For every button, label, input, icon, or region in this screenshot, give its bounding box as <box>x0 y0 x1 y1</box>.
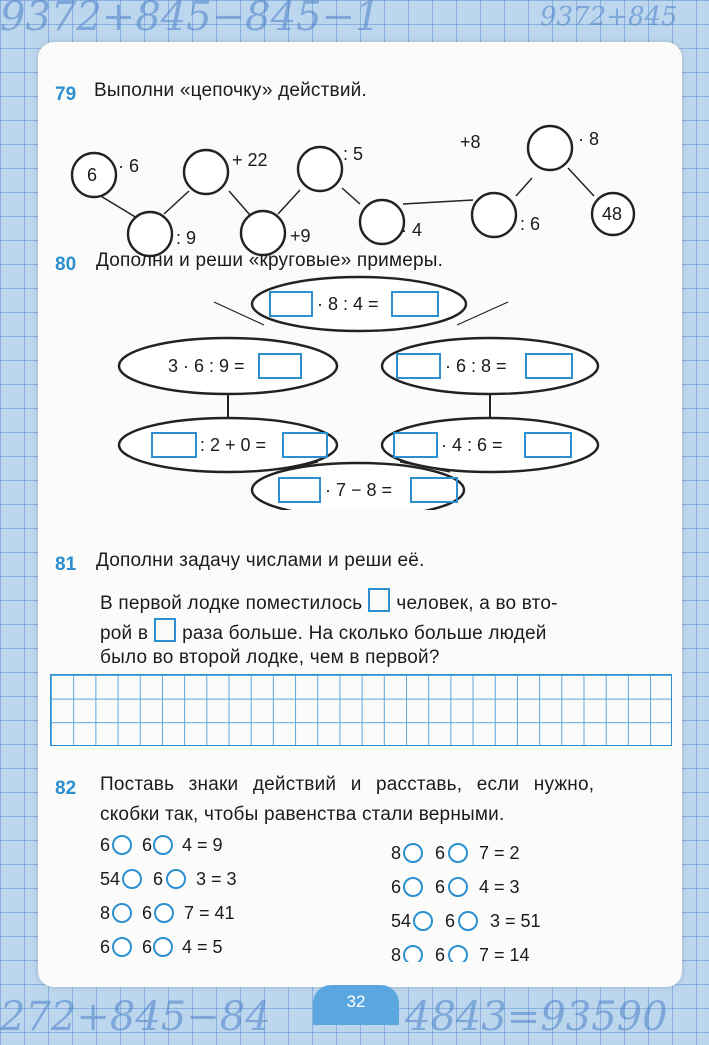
operator-slot[interactable] <box>449 946 467 962</box>
margin-handwriting-bottom-right: 4843=93590 <box>405 994 668 1040</box>
equation-rest: 7 = 41 <box>184 903 235 923</box>
exercise-82-line-1: Поставь знаки действий и расставь, если нужно, <box>100 774 595 795</box>
chain-blank-circle[interactable] <box>360 200 404 244</box>
equation-number: 8 <box>100 903 111 923</box>
exercise-80-title: Дополни и реши «круговые» примеры. <box>96 250 444 271</box>
margin-handwriting-top: 9372+845−845−1 <box>0 0 381 40</box>
chain-start-value: 6 <box>87 165 98 185</box>
operator-slot[interactable] <box>155 904 173 922</box>
equation-number: 54 <box>100 869 121 889</box>
equation-number: 6 <box>100 937 111 957</box>
exercise-82-number: 82 <box>55 778 77 799</box>
operator-slot[interactable] <box>449 878 467 896</box>
equation-rest: 3 = 3 <box>196 869 237 889</box>
circular-example-expression: · 4 : 6 = <box>441 435 503 455</box>
exercise-79-number: 79 <box>55 84 77 105</box>
exercise-79-title: Выполни «цепочку» действий. <box>94 80 367 101</box>
operator-slot[interactable] <box>113 836 131 854</box>
problem-line-1: В первой лодке поместилось человек, а во вто- <box>100 588 558 615</box>
chain-op: : 9 <box>176 228 197 248</box>
operator-slot[interactable] <box>449 844 467 862</box>
operator-slot[interactable] <box>113 938 131 956</box>
chain-op: · 6 <box>118 156 140 176</box>
equation-number: 6 <box>435 877 446 897</box>
circular-example-expression: · 6 : 8 = <box>445 356 507 376</box>
operator-slot[interactable] <box>404 946 422 962</box>
operator-slot[interactable] <box>123 870 141 888</box>
chain-op: + 22 <box>232 150 268 170</box>
exercise-81-title: Дополни задачу числами и реши её. <box>96 550 425 571</box>
chain-op: : 6 <box>520 214 541 234</box>
chain-blank-circle[interactable] <box>472 193 516 237</box>
margin-handwriting-bottom-left: 272+845−84 <box>0 994 271 1040</box>
chain-op: : 5 <box>343 144 364 164</box>
equation-rest: 4 = 3 <box>479 877 520 897</box>
chain-blank-circle[interactable] <box>241 211 285 255</box>
equation-number: 6 <box>142 835 153 855</box>
operator-slot[interactable] <box>404 844 422 862</box>
operator-slot[interactable] <box>113 904 131 922</box>
circular-example-expression: · 8 : 4 = <box>317 294 379 314</box>
operator-slot[interactable] <box>404 878 422 896</box>
equation-number: 6 <box>435 843 446 863</box>
chain-blank-circle[interactable] <box>298 147 342 191</box>
equation-number: 6 <box>445 911 456 931</box>
number-box[interactable] <box>154 618 176 642</box>
operator-slot[interactable] <box>459 912 477 930</box>
chain-blank-circle[interactable] <box>528 126 572 170</box>
answer-grid[interactable] <box>50 674 672 746</box>
margin-handwriting-top-right: 9372+845 <box>540 2 678 32</box>
chain-op: +8 <box>460 132 481 152</box>
exercise-80-number: 80 <box>55 254 77 275</box>
problem-line-2: рой в раза больше. На сколько больше людей <box>100 618 547 645</box>
equation-number: 6 <box>142 903 153 923</box>
chain-op: · 4 <box>401 220 423 240</box>
equations <box>38 822 682 962</box>
equation-number: 6 <box>435 945 446 962</box>
chain-blank-circle[interactable] <box>184 150 228 194</box>
operator-slot[interactable] <box>154 836 172 854</box>
equation-rest: 3 = 51 <box>490 911 541 931</box>
equation-number: 6 <box>153 869 164 889</box>
equation-rest: 7 = 14 <box>479 945 530 962</box>
circular-example-expression: · 7 − 8 = <box>325 480 393 500</box>
equation-number: 6 <box>142 937 153 957</box>
exercise-82-line-2: скобки так, чтобы равенства стали верными. <box>100 804 505 825</box>
equation-number: 54 <box>391 911 412 931</box>
chain-op: · 8 <box>578 129 600 149</box>
equation-number: 6 <box>100 835 111 855</box>
equation-number: 8 <box>391 843 402 863</box>
workbook-page <box>38 42 682 987</box>
problem-line-3: было во второй лодке, чем в первой? <box>100 647 440 668</box>
circular-example-expression: 3 · 6 : 9 = <box>168 356 245 376</box>
chain-op: +9 <box>290 226 311 246</box>
operator-slot[interactable] <box>414 912 432 930</box>
operator-slot[interactable] <box>167 870 185 888</box>
equation-rest: 4 = 5 <box>182 937 223 957</box>
equation-rest: 4 = 9 <box>182 835 223 855</box>
equation-number: 6 <box>391 877 402 897</box>
circular-example-expression: : 2 + 0 = <box>200 435 267 455</box>
equation-number: 8 <box>391 945 402 962</box>
exercise-81-number: 81 <box>55 554 77 575</box>
circular-examples-diagram <box>38 270 682 510</box>
equation-rest: 7 = 2 <box>479 843 520 863</box>
chain-end-value: 48 <box>602 204 623 224</box>
page-number: 32 <box>313 985 399 1025</box>
operator-slot[interactable] <box>154 938 172 956</box>
number-box[interactable] <box>368 588 390 612</box>
